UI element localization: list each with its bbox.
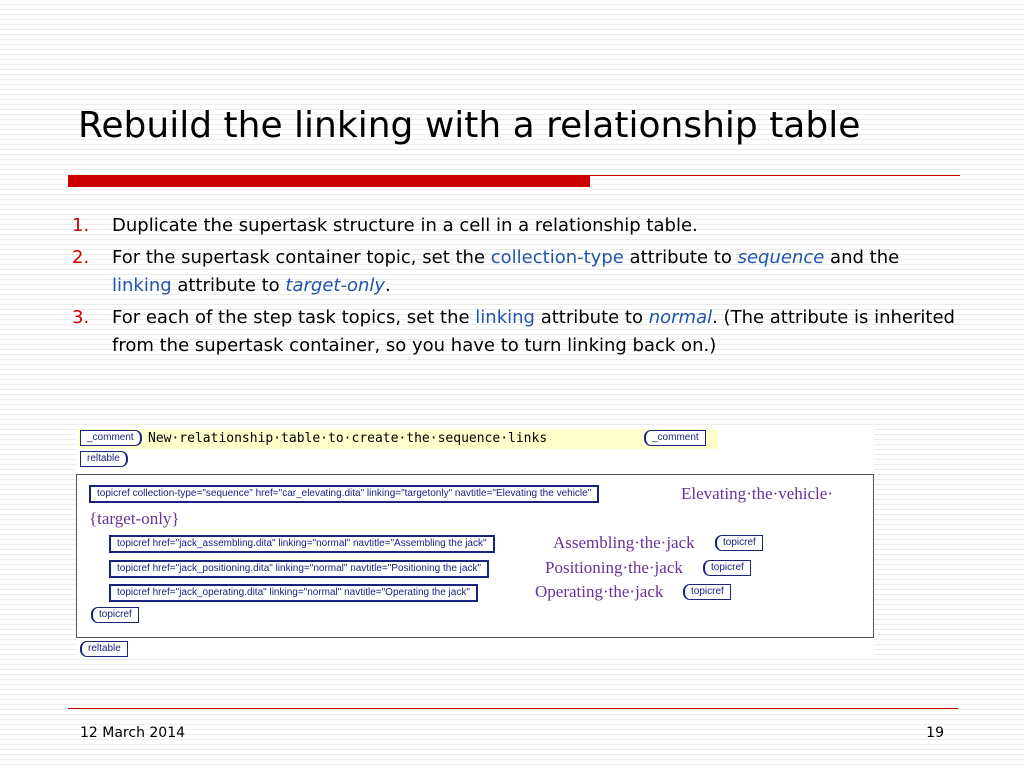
- step-number: 3.: [72, 307, 90, 328]
- supertask-topicref-tag[interactable]: topicref collection-type="sequence" href="car_elevating.dita" linking="targetonly" navtitle="Elevating the vehicle": [89, 485, 599, 503]
- supertask-condition: {target-only}: [89, 509, 180, 528]
- step-topic-title-2: Positioning·the·jack: [545, 558, 683, 577]
- title-divider-thick: [68, 175, 590, 187]
- supertask-close-tag[interactable]: topicref: [91, 607, 139, 623]
- supertask-title: Elevating·the·vehicle·: [681, 484, 833, 503]
- comment-open-tag[interactable]: _comment: [80, 430, 142, 446]
- step-text: .: [385, 275, 391, 296]
- reltable-close-tag[interactable]: reltable: [80, 641, 128, 657]
- comment-close-tag[interactable]: _comment: [644, 430, 706, 446]
- step-text: attribute to: [534, 307, 649, 328]
- step-text: For the supertask container topic, set the: [112, 247, 491, 268]
- step-topicref-close-tag-1[interactable]: topicref: [715, 535, 763, 551]
- step-text: For each of the step task topics, set the: [112, 307, 476, 328]
- step-number: 2.: [72, 247, 90, 268]
- instruction-steps: [72, 212, 962, 364]
- step-topicref-tag-3[interactable]: topicref href="jack_operating.dita" linking="normal" navtitle="Operating the jack": [109, 584, 478, 602]
- reltable-open-tag[interactable]: reltable: [80, 451, 128, 467]
- step-text: and the: [824, 247, 900, 268]
- slide-date: 12 March 2014: [80, 725, 186, 741]
- page-number: 19: [926, 725, 944, 741]
- step-topicref-tag-2[interactable]: topicref href="jack_positioning.dita" linking="normal" navtitle="Positioning the jack": [109, 560, 489, 578]
- attribute-name: linking: [112, 275, 172, 296]
- comment-text: New·relationship·table·to·create·the·sequence·links: [148, 431, 548, 446]
- step-number: 1.: [72, 215, 90, 236]
- step-topic-title-3: Operating·the·jack: [535, 582, 664, 601]
- xml-editor-screenshot: [76, 426, 874, 658]
- step-topicref-close-tag-2[interactable]: topicref: [703, 560, 751, 576]
- footer-divider: [68, 708, 958, 709]
- title-divider-thin: [590, 175, 960, 176]
- step-item-3: [72, 304, 962, 360]
- step-text: attribute to: [623, 247, 738, 268]
- step-topic-title-1: Assembling·the·jack: [553, 533, 695, 552]
- attribute-name: collection-type: [490, 247, 624, 268]
- step-item-1: [72, 212, 962, 240]
- step-topicref-close-tag-3[interactable]: topicref: [683, 584, 731, 600]
- reltable-cell: [76, 474, 874, 638]
- step-text: Duplicate the supertask structure in a cell in a relationship table.: [112, 215, 698, 236]
- attribute-value: target-only: [285, 275, 386, 296]
- step-topicref-tag-1[interactable]: topicref href="jack_assembling.dita" linking="normal" navtitle="Assembling the jack": [109, 535, 495, 553]
- step-item-2: [72, 244, 962, 300]
- slide-title: Rebuild the linking with a relationship table: [78, 105, 861, 146]
- step-text: attribute to: [171, 275, 286, 296]
- attribute-value: sequence: [737, 247, 825, 268]
- attribute-name: linking: [475, 307, 535, 328]
- attribute-value: normal: [648, 307, 713, 328]
- step-text: . (The attribute is inherited from the supertask container, so you have to turn linking back on.): [112, 307, 955, 356]
